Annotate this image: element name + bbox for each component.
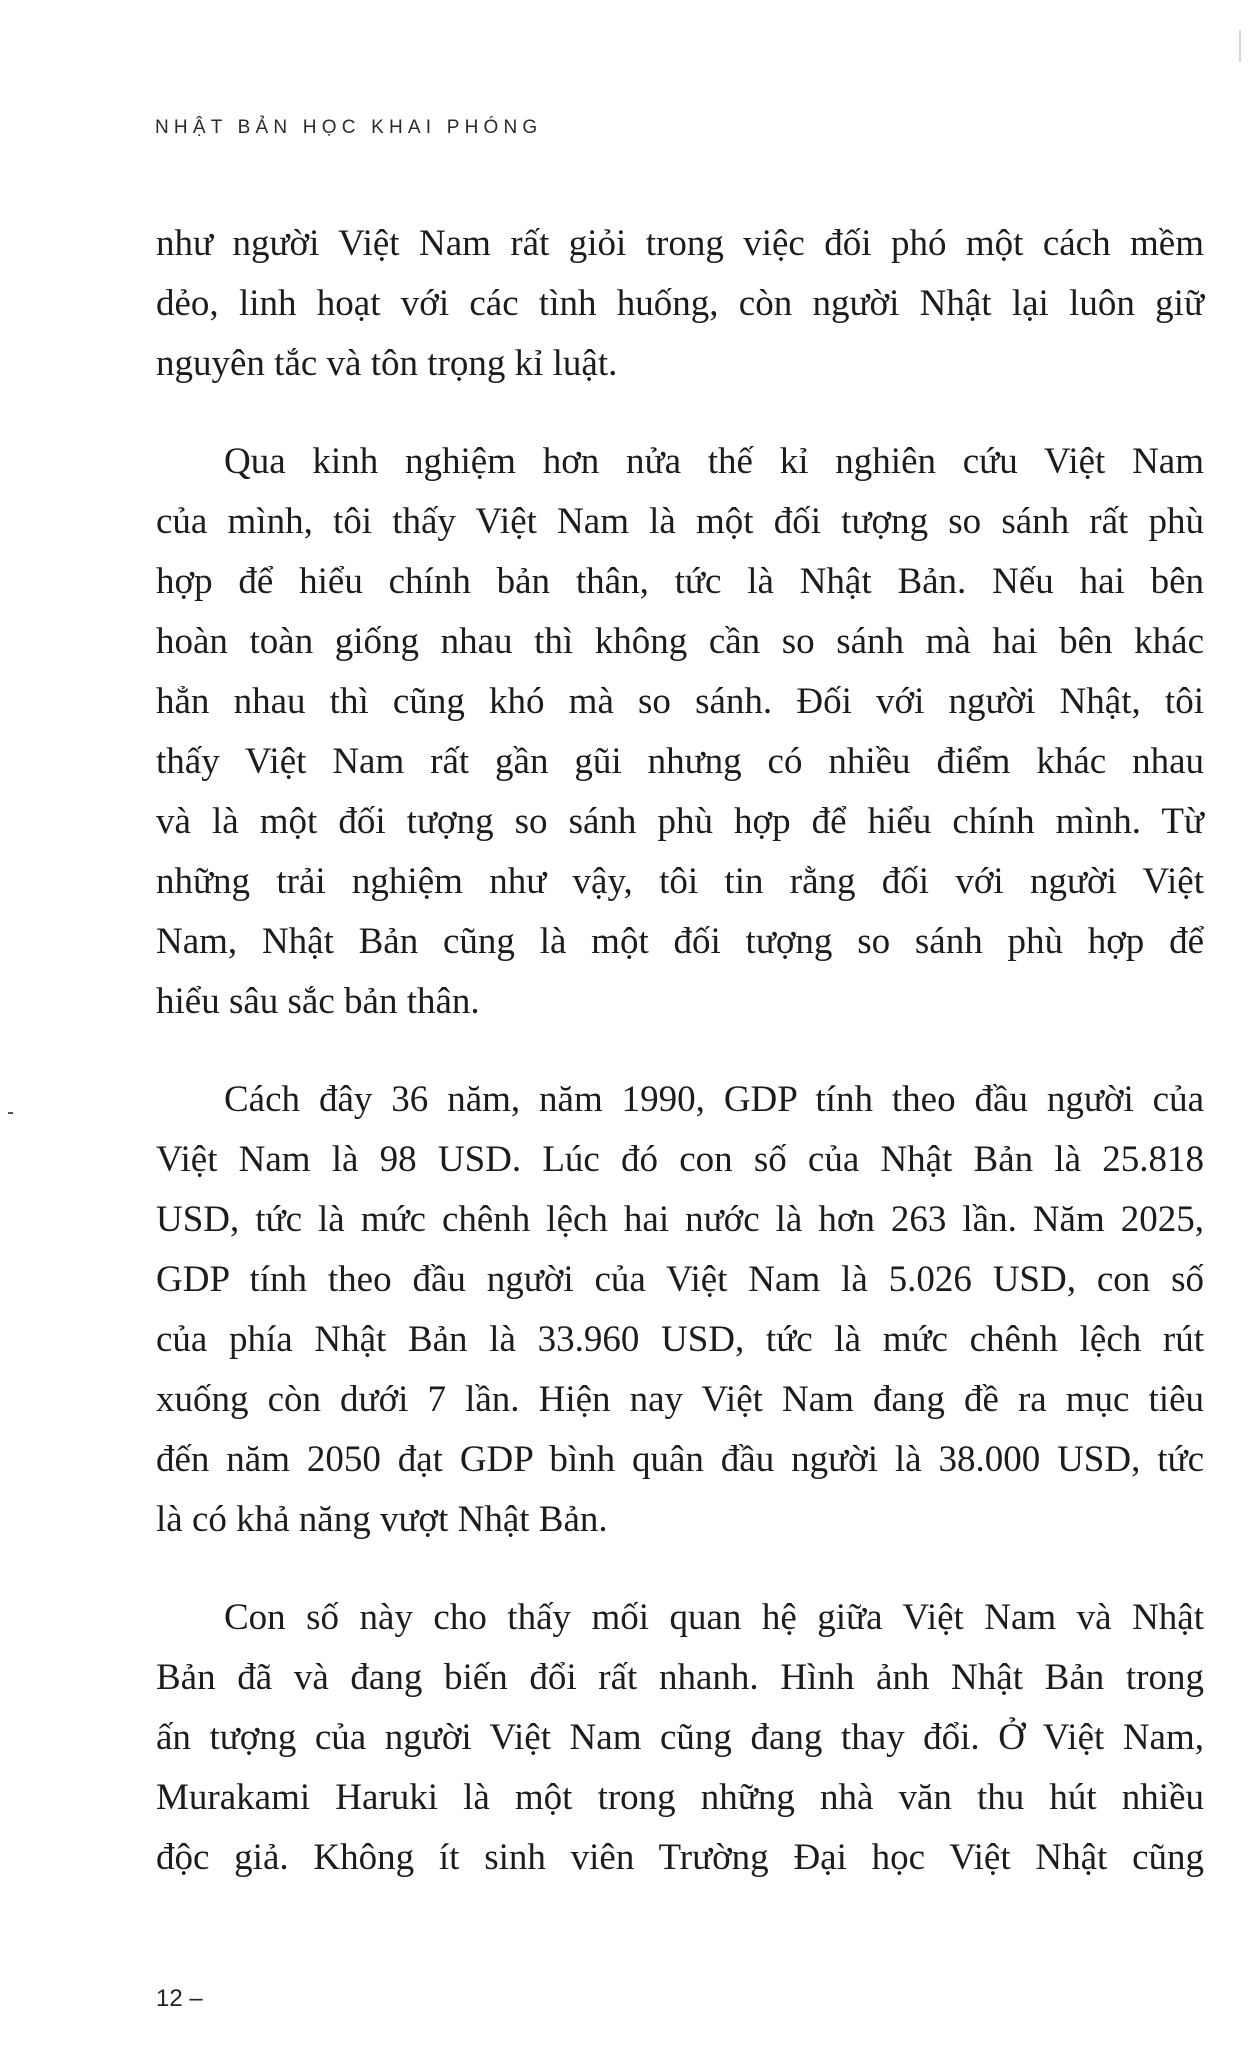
text-line: những trải nghiệm như vậy, tôi tin rằng đối với người Việt xyxy=(156,861,1204,902)
text-line: như người Việt Nam rất giỏi trong việc đối phó một cách mềm xyxy=(156,223,1204,264)
text-line: của phía Nhật Bản là 33.960 USD, tức là mức chênh lệch rút xyxy=(156,1319,1204,1360)
text-line: GDP tính theo đầu người của Việt Nam là 5.026 USD, con số xyxy=(156,1259,1204,1300)
page-edge-mark xyxy=(1239,30,1241,62)
text-line: USD, tức là mức chênh lệch hai nước là hơn 263 lần. Năm 2025, xyxy=(156,1199,1204,1240)
running-head: NHẬT BẢN HỌC KHAI PHÓNG xyxy=(155,117,543,138)
text-line: Bản đã và đang biến đổi rất nhanh. Hình ảnh Nhật Bản trong xyxy=(156,1657,1204,1698)
paragraph-1 xyxy=(156,214,1204,394)
text-line: độc giả. Không ít sinh viên Trường Đại học Việt Nhật cũng xyxy=(156,1837,1204,1878)
text-line: thấy Việt Nam rất gần gũi nhưng có nhiều điểm khác nhau xyxy=(156,741,1204,782)
text-line: hoàn toàn giống nhau thì không cần so sánh mà hai bên khác xyxy=(156,621,1204,662)
body-text xyxy=(156,214,1204,1926)
text-line: Con số này cho thấy mối quan hệ giữa Việt Nam và Nhật xyxy=(224,1597,1204,1638)
text-line: đến năm 2050 đạt GDP bình quân đầu người là 38.000 USD, tức xyxy=(156,1439,1204,1480)
text-line: hiểu sâu sắc bản thân. xyxy=(156,981,480,1022)
text-line: hẳn nhau thì cũng khó mà so sánh. Đối với người Nhật, tôi xyxy=(156,681,1204,722)
text-line: Việt Nam là 98 USD. Lúc đó con số của Nhật Bản là 25.818 xyxy=(156,1139,1204,1180)
margin-tick-mark xyxy=(8,1112,13,1114)
paragraph-3 xyxy=(156,1070,1204,1550)
paragraph-2 xyxy=(156,432,1204,1032)
text-line: Qua kinh nghiệm hơn nửa thế kỉ nghiên cứu Việt Nam xyxy=(224,441,1204,482)
text-line: và là một đối tượng so sánh phù hợp để hiểu chính mình. Từ xyxy=(156,801,1204,842)
text-line: của mình, tôi thấy Việt Nam là một đối tượng so sánh rất phù xyxy=(156,501,1204,542)
text-line: dẻo, linh hoạt với các tình huống, còn người Nhật lại luôn giữ xyxy=(156,283,1204,324)
page-number: 12 – xyxy=(156,1985,203,2012)
text-line: nguyên tắc và tôn trọng kỉ luật. xyxy=(156,343,618,384)
text-line: là có khả năng vượt Nhật Bản. xyxy=(156,1499,608,1540)
text-line: Murakami Haruki là một trong những nhà văn thu hút nhiều xyxy=(156,1777,1204,1818)
text-line: Nam, Nhật Bản cũng là một đối tượng so sánh phù hợp để xyxy=(156,921,1204,962)
paragraph-4 xyxy=(156,1588,1204,1888)
text-line: hợp để hiểu chính bản thân, tức là Nhật Bản. Nếu hai bên xyxy=(156,561,1204,602)
text-line: xuống còn dưới 7 lần. Hiện nay Việt Nam đang đề ra mục tiêu xyxy=(156,1379,1204,1420)
text-line: ấn tượng của người Việt Nam cũng đang thay đổi. Ở Việt Nam, xyxy=(156,1717,1204,1758)
text-line: Cách đây 36 năm, năm 1990, GDP tính theo đầu người của xyxy=(224,1079,1204,1120)
